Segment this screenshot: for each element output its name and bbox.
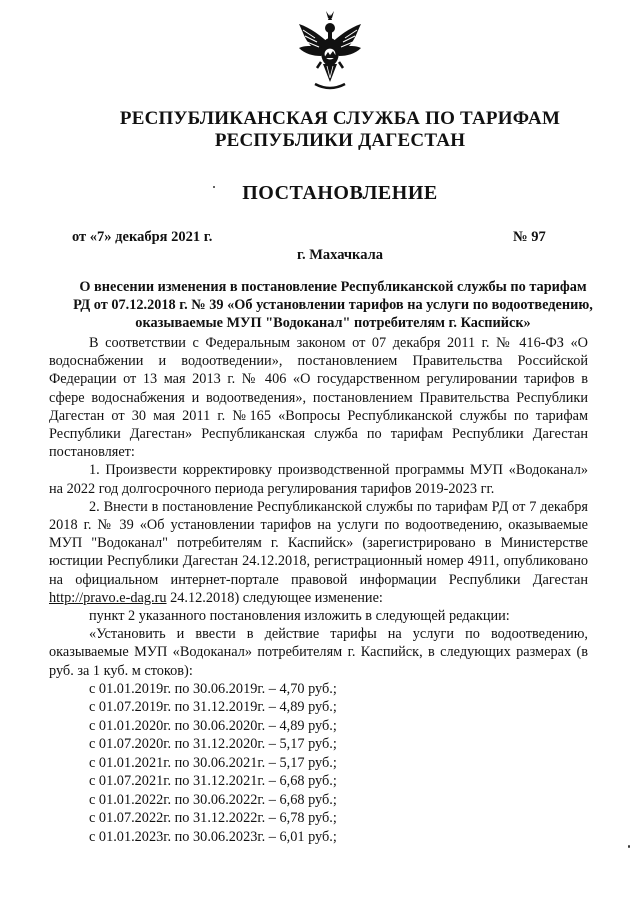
point-2-intro: пункт 2 указанного постановления изложить в следующей редакции: (89, 608, 510, 625)
tariff-rate-item: с 01.07.2019г. по 31.12.2019г. – 4,89 руб.; (89, 699, 337, 716)
item-2-paragraph (49, 498, 588, 607)
tariff-rate-item: с 01.01.2023г. по 30.06.2023г. – 6,01 руб.; (89, 828, 337, 845)
organization-name-line2: РЕСПУБЛИКИ ДАГЕСТАН (214, 130, 466, 151)
item-2-text: 2. Внести в постановление Республиканской службы по тарифам РД от 7 декабря 2018 г. № 39 «Об установлении тарифов на услуги по водоотведению, оказываемые МУП "Водоканал" потребителям г. Каспийск» (зарегистрировано в Министерстве юстиции Республики Дагестан 24.12.2018, регистрационный номер 4911, опубликовано на официальном интернет-портале правовой информации Республики Дагестан (49, 498, 588, 588)
document-type-heading: ПОСТАНОВЛЕНИЕ (242, 182, 438, 204)
tariff-rates-list (49, 680, 588, 847)
tariff-rate-item: с 01.01.2021г. по 30.06.2021г. – 5,17 руб.; (89, 754, 337, 771)
tariff-rate-item: с 01.07.2020г. по 31.12.2020г. – 5,17 руб.; (89, 736, 337, 753)
item-2-text-end: 24.12.2018) следующее изменение: (166, 589, 383, 606)
preamble-paragraph: В соответствии с Федеральным законом от 07 декабря 2011 г. № 416-ФЗ «О водоснабжении и водоотведении», постановлением Правительства Российской Федерации от 13 мая 2013 г. № 406 «О государственном регулировании тарифов в сфере водоснабжения и водоотведения», постановлением Правительства Республики Дагестан от 30 мая 2011 г. №165 «Вопросы Республиканской службы по тарифам Республики Дагестан» Республиканская служба по тарифам Республики Дагестан постановляет: (49, 335, 588, 461)
document-date: от «7» декабря 2021 г. (72, 229, 213, 245)
tariff-rate-item: с 01.07.2022г. по 31.12.2022г. – 6,78 руб.; (89, 810, 337, 827)
tariff-rate-item: с 01.01.2022г. по 30.06.2022г. – 6,68 руб.; (89, 791, 337, 808)
pravo-portal-link[interactable]: http://pravo.e-dag.ru (49, 589, 167, 606)
document-subject: О внесении изменения в постановление Республиканской службы по тарифам РД от 07.12.2018 г. № 39 «Об установлении тарифов на услуги по водоотведению, оказываемые МУП "Водоканал" потребителям г. Каспийск» (73, 279, 593, 331)
tariff-rate-item: с 01.01.2020г. по 30.06.2020г. – 4,89 руб.; (89, 717, 337, 734)
document-city: г. Махачкала (297, 247, 383, 263)
dagestan-eagle-emblem-icon (293, 6, 367, 92)
document-number: № 97 (513, 229, 546, 245)
scan-speck (628, 845, 630, 848)
organization-name-line1: РЕСПУБЛИКАНСКАЯ СЛУЖБА ПО ТАРИФАМ (119, 108, 561, 129)
tariff-rate-item: с 01.07.2021г. по 31.12.2021г. – 6,68 руб.; (89, 773, 337, 790)
tariff-rate-item: с 01.01.2019г. по 30.06.2019г. – 4,70 руб.; (89, 680, 337, 697)
quoted-tariff-text: «Установить и ввести в действие тарифы на услуги по водоотведению, оказываемые МУП «Водоканал» потребителям г. Каспийск, в следующих размерах (в руб. за 1 куб. м стоков): (49, 626, 588, 679)
scan-speck (213, 186, 215, 188)
item-1-paragraph: 1. Произвести корректировку производственной программы МУП «Водоканал» на 2022 год долгосрочного периода регулирования тарифов 2019-2023 гг. (49, 462, 588, 497)
document-body (49, 334, 588, 846)
